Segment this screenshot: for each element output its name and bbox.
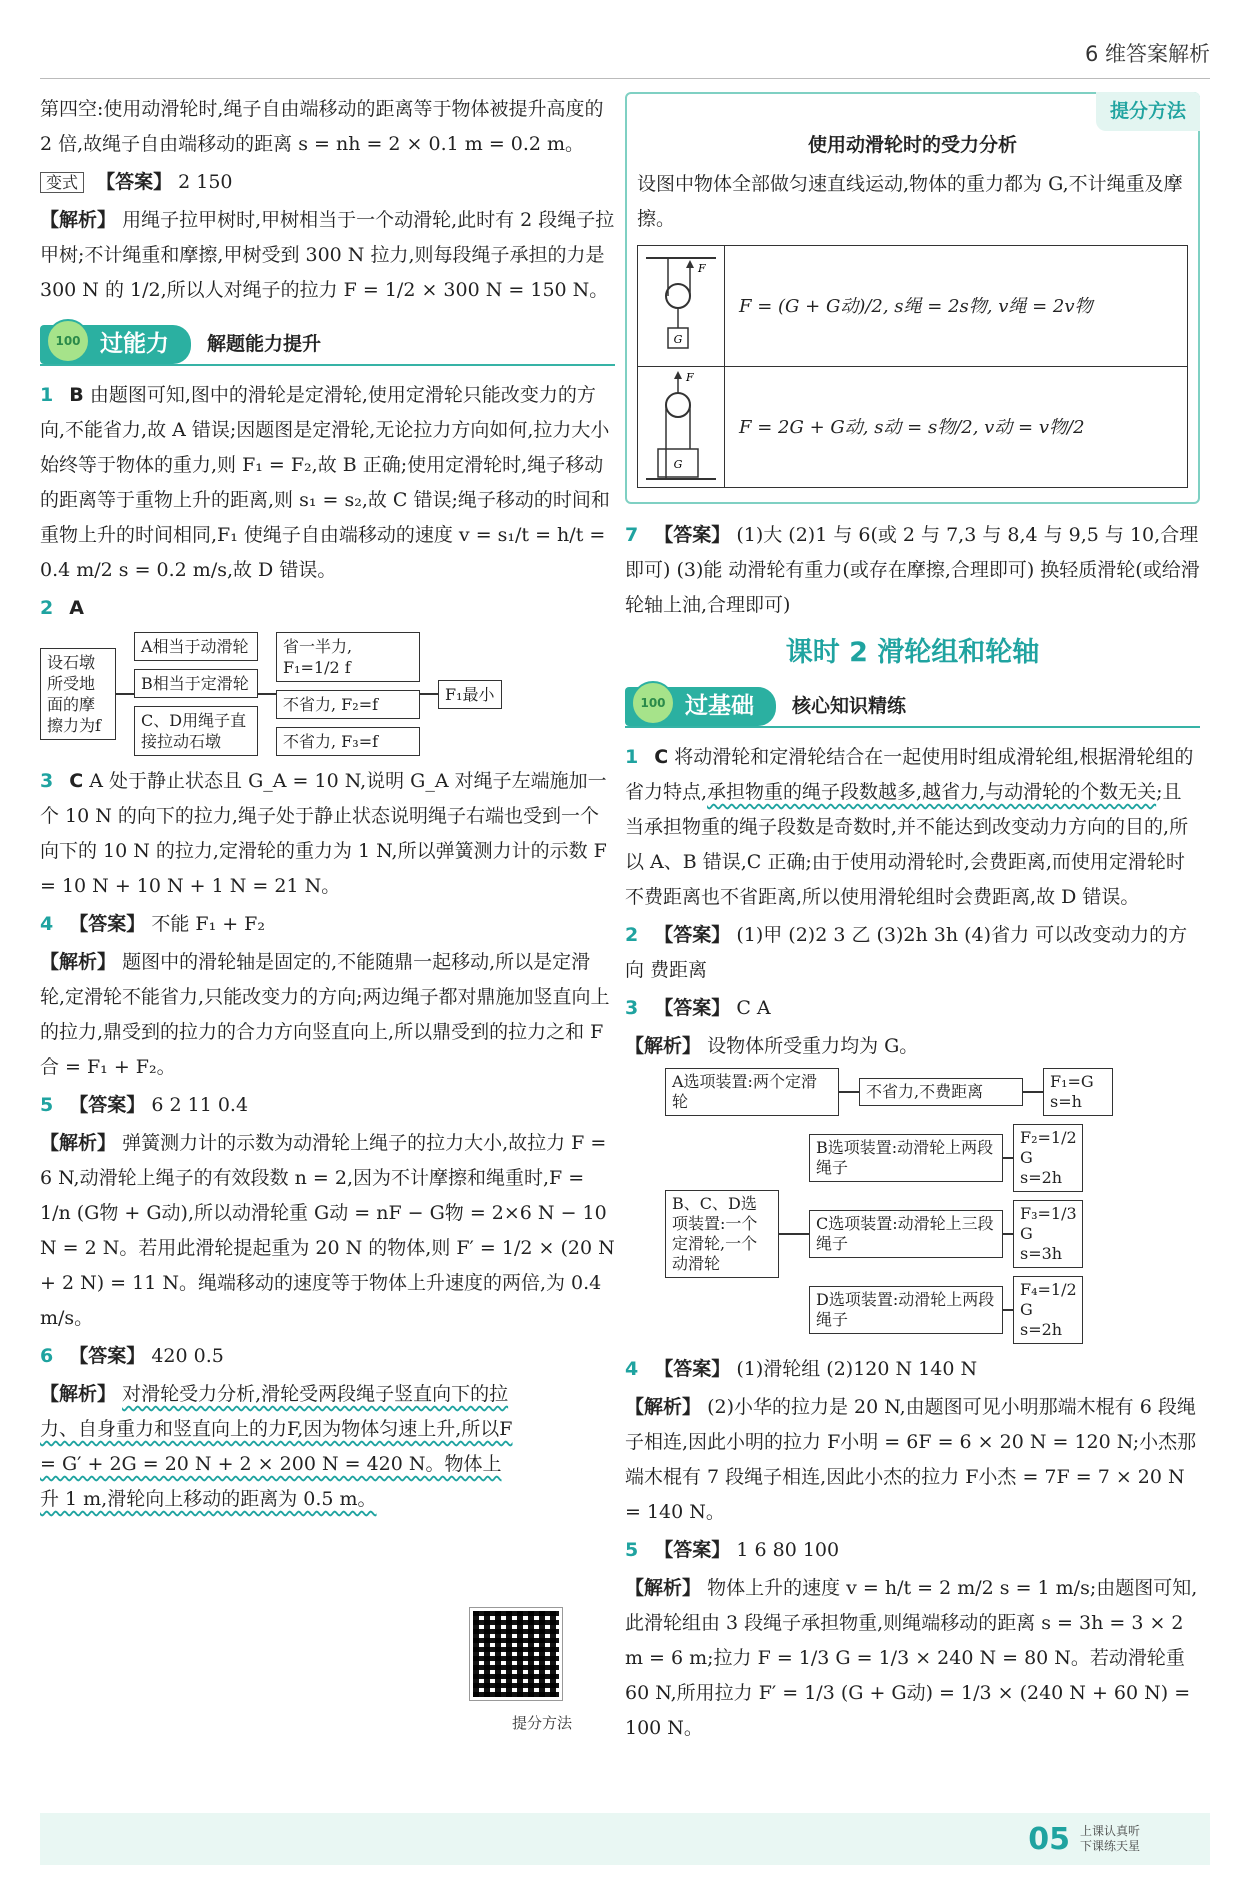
answer-label: 【答案】 <box>654 1358 731 1380</box>
analysis-label: 【解析】 <box>625 1396 702 1418</box>
question-answer: C <box>69 770 84 792</box>
variant-tag: 变式 <box>40 172 84 193</box>
pulley-icon <box>638 246 724 366</box>
slogan-line-1: 上课认真听 <box>1079 1824 1140 1838</box>
method-box <box>625 92 1200 504</box>
flow-branch-a: A相当于动滑轮 <box>134 632 258 661</box>
method-title: 使用动滑轮时的受力分析 <box>807 134 1017 156</box>
question-text-highlight: 承担物重的绳子段数越多,越省力,与动滑轮的个数无关 <box>707 781 1157 803</box>
lesson-title: 课时 2 滑轮组和轮轴 <box>785 637 1040 668</box>
method-row <box>638 367 1187 487</box>
variant-analysis <box>40 203 615 308</box>
flow-result-a: 省一半力, F₁=1/2 f <box>276 632 420 682</box>
question-text: A 处于静止状态且 G_A = 10 N,说明 G_A 对绳子左端施加一个 10 N 的向下的拉力,绳子处于静止状态说明绳子右端也受到一个向下的 10 N 的拉力,定滑轮的重力为 1 N,所以弹簧测力计的示数 F = 10 N + 10 N + 1 N = 21 N。 <box>40 770 607 897</box>
question-number: 4 <box>625 1358 639 1380</box>
mascot-icon: 100 <box>631 681 675 725</box>
question-text-a: 将动滑轮和定滑轮结合在一起使用时组成滑轮组,根据滑轮组的省力特点, <box>625 746 1194 803</box>
qr-label: 提分方法 <box>512 1714 573 1732</box>
analysis-text: 对滑轮受力分析,滑轮受两段绳子竖直向下的拉力、自身重力和竖直向上的力F,因为物体匀速上升,所以F = G′ + 2G = 20 N + 2 × 200 N = 420 N。物体上升 1 m,滑轮向上移动的距离为 0.5 m。 <box>40 1383 513 1510</box>
answer-label: 【答案】 <box>654 1539 731 1561</box>
question-text: 由题图可知,图中的滑轮是定滑轮,使用定滑轮只能改变力的方向,不能省力,故 A 错误;因题图是定滑轮,无论拉力方向如何,拉力大小始终等于物体的重力,则 F₁ = F₂,故 B 正确;使用定滑轮时,绳子移动的距离等于重物上升的距离,则 s₁ = s₂,故 C 错误;绳子移动的时间和重物上升的时间相同,F₁ 使绳子自由端移动的速度 v = s₁/t = h/t = 0.4 m/2 s = 0.2 m/s,故 D 错误。 <box>40 384 610 581</box>
question-1 <box>40 378 615 588</box>
r-question-1 <box>625 740 1200 915</box>
question-number: 5 <box>40 1094 54 1116</box>
answer-label: 【答案】 <box>69 1345 146 1367</box>
weight-label: G <box>673 333 683 346</box>
flow-row-c <box>809 1200 1083 1268</box>
qr-code[interactable] <box>470 1608 562 1700</box>
answer-label: 【答案】 <box>69 1094 146 1116</box>
flow-b: B选项装置:动滑轮上两段绳子 <box>809 1134 1003 1182</box>
banner-subtitle: 核心知识精练 <box>792 694 907 717</box>
r-question-4-analysis <box>625 1390 1200 1530</box>
flow-branches <box>134 632 258 756</box>
r-question-3-analysis <box>625 1029 1200 1064</box>
section-banner-basics <box>625 686 1200 728</box>
r-question-3-answer <box>625 991 1200 1026</box>
flow-connector <box>1003 1309 1013 1311</box>
flow-branch-b: B相当于定滑轮 <box>134 669 258 698</box>
flow-connector <box>1003 1233 1013 1235</box>
answer-value: 420 0.5 <box>151 1345 224 1367</box>
flow-a-mid: 不省力,不费距离 <box>859 1078 1023 1106</box>
flow-connector <box>258 693 276 695</box>
banner-title-text: 过能力 <box>100 330 169 357</box>
right-column <box>625 92 1200 1749</box>
question-number: 1 <box>625 746 639 768</box>
answer-label: 【答案】 <box>654 997 731 1019</box>
flow-connector <box>420 693 438 695</box>
banner-title <box>40 325 191 364</box>
question-4-answer <box>40 907 615 942</box>
variant-answer <box>40 165 615 200</box>
flow-results <box>276 632 420 756</box>
flow-connector <box>1003 1157 1013 1159</box>
pulley-diagram-1 <box>638 246 725 366</box>
analysis-text: 题图中的滑轮轴是固定的,不能随鼎一起移动,所以是定滑轮,定滑轮不能省力,只能改变力的方向;两边绳子都对鼎施加竖直向上的拉力,鼎受到的拉力的合力方向竖直向上,所以鼎受到的拉力之和 F合 = F₁ + F₂。 <box>40 951 610 1078</box>
analysis-label: 【解析】 <box>625 1035 702 1057</box>
flow-branches <box>809 1124 1083 1344</box>
answer-value: (1)大 (2)1 与 6(或 2 与 7,3 与 8,4 与 9,5 与 10,合理即可) (3)能 动滑轮有重力(或存在摩擦,合理即可) 换轻质滑轮(或给滑轮轴上油,合理即可) <box>625 524 1200 616</box>
question-5-answer <box>40 1088 615 1123</box>
mascot-icon: 100 <box>46 319 90 363</box>
weight-label: G <box>673 458 683 471</box>
page-number: 05 <box>1028 1821 1070 1857</box>
flow-b-result: F₂=1/2 G s=2h <box>1013 1124 1083 1192</box>
analysis-text: 物体上升的速度 v = h/t = 2 m/2 s = 1 m/s;由题图可知,此滑轮组由 3 段绳子承担物重,则绳端移动的距离 s = 3h = 3 × 2 m = 6 m;拉力 F = 1/3 G = 1/3 × 240 N = 80 N。若动滑轮重 60 N,所用拉力 F′ = 1/3 (G + G动) = 1/3 × (240 N + 60 N) = 100 N。 <box>625 1577 1198 1739</box>
analysis-text: 设物体所受重力均为 G。 <box>707 1035 919 1057</box>
analysis-label: 【解析】 <box>625 1577 702 1599</box>
method-intro: 设图中物体全部做匀速直线运动,物体的重力都为 G,不计绳重及摩擦。 <box>637 173 1183 230</box>
answer-value: 不能 F₁ + F₂ <box>151 913 265 935</box>
formula-1: F = (G + G动)/2, s绳 = 2s物, v绳 = 2v物 <box>739 295 1093 317</box>
page-footer <box>40 1813 1210 1865</box>
section-banner-ability <box>40 324 615 366</box>
question-5-analysis <box>40 1126 615 1336</box>
pulley-diagram-2 <box>638 367 725 487</box>
footer-slogan <box>1080 1824 1140 1854</box>
flow-root: 设石墩所受地面的摩擦力为f <box>40 648 116 740</box>
flow-result-c: 不省力, F₃=f <box>276 727 420 756</box>
flow-c: C选项装置:动滑轮上三段绳子 <box>809 1210 1003 1258</box>
question-6-analysis <box>40 1377 615 1517</box>
analysis-label: 【解析】 <box>40 1383 117 1405</box>
question-number: 5 <box>625 1539 639 1561</box>
question-number: 7 <box>625 524 639 546</box>
formula-2: F = 2G + G动, s动 = s物/2, v动 = v物/2 <box>739 416 1085 438</box>
question-number: 3 <box>625 997 639 1019</box>
answer-value: C A <box>736 997 771 1019</box>
question-3 <box>40 764 615 904</box>
analysis-label: 【解析】 <box>40 209 117 231</box>
page-header-title: 6 维答案解析 <box>1084 42 1210 66</box>
answer-value: 2 150 <box>178 171 233 193</box>
question-2 <box>40 591 615 626</box>
question-7-answer <box>625 518 1200 623</box>
flow-connector <box>116 693 134 695</box>
banner-title-text: 过基础 <box>685 692 754 719</box>
fourth-blank-text: 第四空:使用动滑轮时,绳子自由端移动的距离等于物体被提升高度的 2 倍,故绳子自由端移动的距离 s = nh = 2 × 0.1 m = 0.2 m。 <box>40 98 604 155</box>
analysis-label: 【解析】 <box>40 1132 117 1154</box>
question-answer: A <box>69 597 84 619</box>
pulley-icon <box>638 367 724 487</box>
analysis-text: 弹簧测力计的示数为动滑轮上绳子的拉力大小,故拉力 F = 6 N,动滑轮上绳子的有效段数 n = 2,因为不计摩擦和绳重时,F = 1/n (G物 + G动),所以动滑轮重 G动 = nF − G物 = 2×6 N − 10 N = 2 N。若用此滑轮提起重为 20 N 的物体,则 F′ = 1/2 × (20 N + 2 N) = 11 N。绳端移动的速度等于物体上升速度的两倍,为 0.4 m/s。 <box>40 1132 615 1329</box>
flow-row-b <box>809 1124 1083 1192</box>
flow-connector <box>1023 1091 1043 1093</box>
analysis-label: 【解析】 <box>40 951 117 973</box>
question-text-b: ;且当承担物重的绳子段数是奇数时,并不能达到改变动力方向的目的,所以 A、B 错误,C 正确;由于使用动滑轮时,会费距离,而使用定滑轮时不费距离也不省距离,所以使用滑轮组时会费距离,故 D 错误。 <box>625 781 1189 908</box>
answer-value: (1)滑轮组 (2)120 N 140 N <box>736 1358 978 1380</box>
answer-label: 【答案】 <box>96 171 173 193</box>
banner-subtitle: 解题能力提升 <box>207 332 322 355</box>
force-label: F <box>698 262 706 275</box>
header-divider <box>40 78 1210 79</box>
flow-d: D选项装置:动滑轮上两段绳子 <box>809 1286 1003 1334</box>
question-number: 6 <box>40 1345 54 1367</box>
flow-connector <box>839 1091 859 1093</box>
flow-c-result: F₃=1/3 G s=3h <box>1013 1200 1083 1268</box>
answer-value: (1)甲 (2)2 3 乙 (3)2h 3h (4)省力 可以改变动力的方向 费距离 <box>625 924 1188 981</box>
slogan-line-2: 下课练天星 <box>1079 1839 1140 1853</box>
flow-row-a <box>665 1068 1200 1116</box>
question-6-answer <box>40 1339 615 1374</box>
r-question-5-analysis <box>625 1571 1200 1746</box>
question-number: 3 <box>40 770 54 792</box>
question-4-analysis <box>40 945 615 1085</box>
banner-title <box>625 687 776 726</box>
r-question-2-answer <box>625 918 1200 988</box>
flow-d-result: F₄=1/2 G s=2h <box>1013 1276 1083 1344</box>
r-question-5-answer <box>625 1533 1200 1568</box>
force-label: F <box>686 371 694 384</box>
question-number: 2 <box>625 924 639 946</box>
question-number: 2 <box>40 597 54 619</box>
flow-row-bcd <box>665 1124 1200 1344</box>
flow-root: B、C、D选项装置:一个定滑轮,一个动滑轮 <box>665 1190 779 1278</box>
r3-flowchart <box>665 1068 1200 1344</box>
analysis-text: 用绳子拉甲树时,甲树相当于一个动滑轮,此时有 2 段绳子拉甲树;不计绳重和摩擦,甲树受到 300 N 拉力,则每段绳子承担的力是 300 N 的 1/2,所以人对绳子的拉力 F = 1/2 × 300 N = 150 N。 <box>40 209 615 301</box>
method-tag: 提分方法 <box>1096 92 1200 131</box>
r-question-4-answer <box>625 1352 1200 1387</box>
answer-value: 1 6 80 100 <box>736 1539 840 1561</box>
method-row <box>638 246 1187 367</box>
method-table <box>637 245 1188 488</box>
flow-final: F₁最小 <box>438 680 502 709</box>
answer-label: 【答案】 <box>654 924 731 946</box>
flow-result-b: 不省力, F₂=f <box>276 690 420 719</box>
q2-flowchart <box>40 632 615 756</box>
answer-label: 【答案】 <box>69 913 146 935</box>
flow-a: A选项装置:两个定滑轮 <box>665 1068 839 1116</box>
question-number: 1 <box>40 384 54 406</box>
question-answer: B <box>69 384 84 406</box>
answer-label: 【答案】 <box>654 524 731 546</box>
flow-connector <box>779 1233 809 1235</box>
flow-a-result: F₁=G s=h <box>1043 1068 1113 1116</box>
flow-row-d <box>809 1276 1083 1344</box>
left-column <box>40 92 615 1520</box>
question-answer: C <box>654 746 669 768</box>
question-number: 4 <box>40 913 54 935</box>
flow-branch-c: C、D用绳子直接拉动石墩 <box>134 706 258 756</box>
answer-value: 6 2 11 0.4 <box>151 1094 249 1116</box>
analysis-text: (2)小华的拉力是 20 N,由题图可见小明那端木棍有 6 段绳子相连,因此小明的拉力 F小明 = 6F = 6 × 20 N = 120 N;小杰那端木棍有 7 段绳子相连,因此小杰的拉力 F小杰 = 7F = 7 × 20 N = 140 N。 <box>625 1396 1197 1523</box>
